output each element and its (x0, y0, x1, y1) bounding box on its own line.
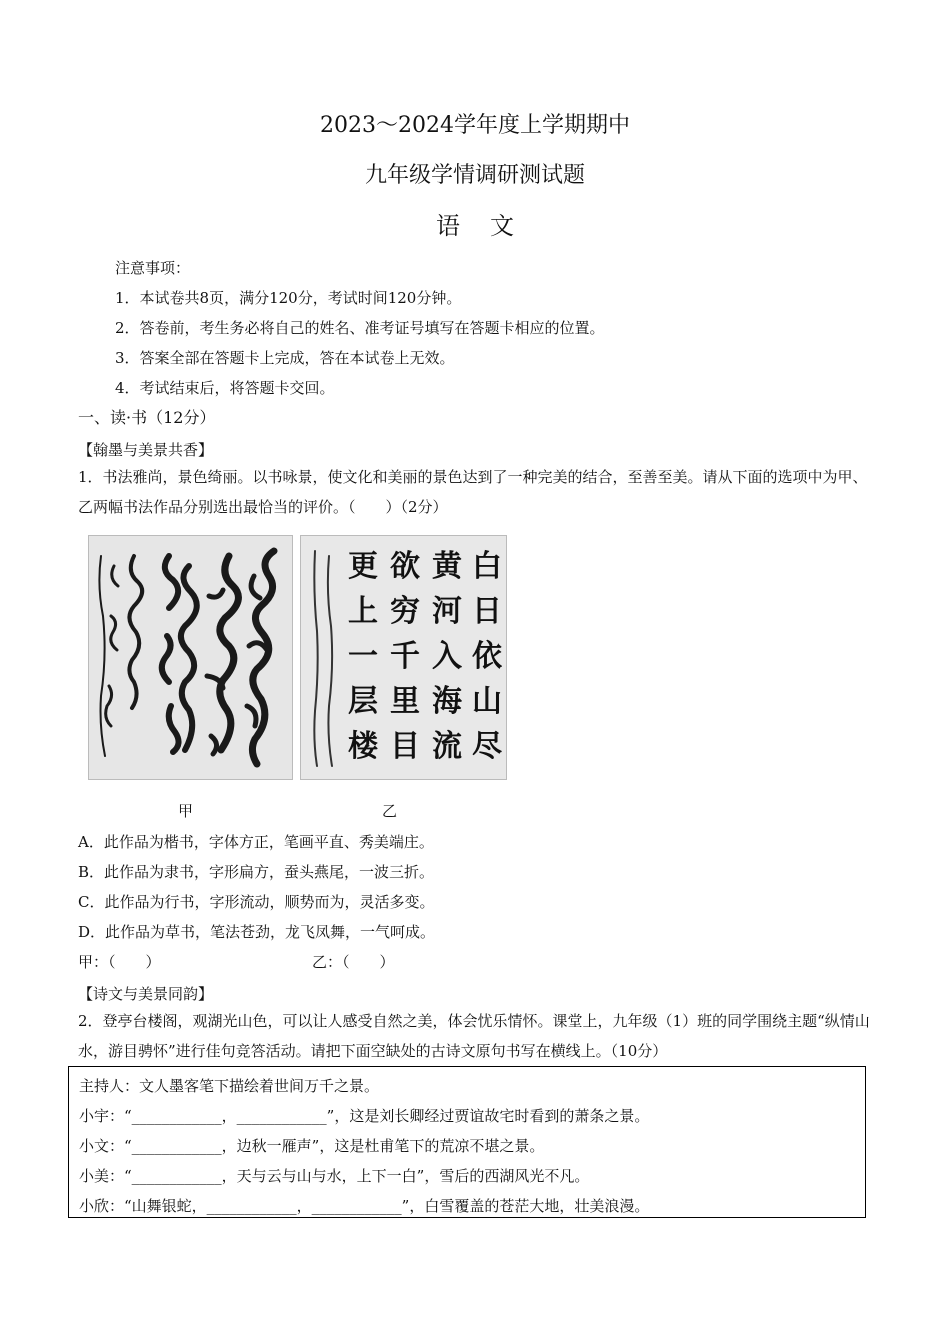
question-1-text: 1．书法雅尚，景色绮丽。以书咏景，使文化和美丽的景色达到了一种完美的结合，至善至美。请从下面的选项中为甲、乙两幅书法作品分别选出最恰当的评价。（ ）（2分） (78, 468, 868, 516)
subsection-heading: 【翰墨与美景共香】 (78, 441, 214, 459)
calligraphy-char: 流 (432, 729, 462, 764)
calligraphy-char: 尽 (472, 729, 502, 764)
section-heading: 一、读·书（12分） (78, 408, 216, 427)
calligraphy-char: 山 (472, 684, 502, 719)
calligraphy-char: 河 (432, 594, 462, 629)
calligraphy-char: 上 (348, 594, 378, 629)
subsection-heading: 【诗文与美景同韵】 (78, 985, 214, 1003)
exam-title-line1: 2023～2024学年度上学期期中 (320, 113, 630, 138)
dialogue-line: 主持人：文人墨客笔下描绘着世间万千之景。 (79, 1077, 380, 1095)
option-b: B．此作品为隶书，字形扁方，蚕头燕尾，一波三折。 (78, 863, 435, 881)
calligraphy-char: 海 (432, 684, 462, 719)
notice-item: 1．本试卷共8页，满分120分，考试时间120分钟。 (115, 289, 462, 307)
notice-item: 3．答案全部在答题卡上完成，答在本试卷上无效。 (115, 349, 455, 367)
calligraphy-char: 入 (432, 639, 462, 674)
dialogue-box (68, 1066, 866, 1218)
calligraphy-char: 楼 (348, 729, 378, 764)
option-a: A．此作品为楷书，字体方正，笔画平直、秀美端庄。 (78, 833, 434, 851)
option-d: D．此作品为草书，笔法苍劲，龙飞凤舞，一气呵成。 (78, 923, 436, 941)
calligraphy-char: 里 (390, 684, 420, 719)
calligraphy-char: 依 (472, 639, 502, 674)
dialogue-line: 小欣：“山舞银蛇，____________，____________”，白雪覆盖的苍茫大地，壮美浪漫。 (79, 1197, 650, 1215)
answer-jia: 甲：（ ） (78, 953, 161, 971)
calligraphy-char: 层 (348, 684, 378, 719)
dialogue-line: 小美：“____________，天与云与山与水，上下一白”，雪后的西湖风光不凡。 (79, 1167, 590, 1185)
calligraphy-char: 千 (390, 639, 420, 674)
calligraphy-char: 白 (472, 549, 502, 584)
calligraphy-char: 穷 (390, 594, 420, 629)
dialogue-line: 小文：“____________，边秋一雁声”，这是杜甫笔下的荒凉不堪之景。 (79, 1137, 545, 1155)
calligraphy-char: 黄 (432, 549, 462, 584)
question-2-text: 2．登亭台楼阁，观湖光山色，可以让人感受自然之美，体会忧乐情怀。课堂上，九年级（1）班的同学围绕主题“纵情山水，游目骋怀”进行佳句竞答活动。请把下面空缺处的古诗文原句书写在横线上。（10分） (78, 1012, 870, 1060)
subject-title: 语文 (436, 212, 544, 240)
image-label-jia: 甲 (178, 802, 194, 820)
calligraphy-image-yi (300, 535, 507, 780)
image-label-yi: 乙 (382, 802, 398, 820)
calligraphy-char: 更 (348, 549, 378, 584)
exam-title-line2: 九年级学情调研测试题 (364, 163, 585, 188)
calligraphy-char: 日 (472, 594, 502, 629)
calligraphy-char: 欲 (390, 549, 420, 584)
calligraphy-char: 一 (348, 639, 378, 674)
calligraphy-image-jia (88, 535, 293, 780)
notice-heading: 注意事项： (115, 259, 191, 277)
option-c: C．此作品为行书，字形流动，顺势而为，灵活多变。 (78, 893, 435, 911)
dialogue-line: 小宇：“____________，____________”，这是刘长卿经过贾谊故宅时看到的萧条之景。 (79, 1107, 650, 1125)
answer-yi: 乙：（ ） (312, 953, 395, 971)
notice-item: 2．答卷前，考生务必将自己的姓名、准考证号填写在答题卡相应的位置。 (115, 319, 605, 337)
notice-item: 4．考试结束后，将答题卡交回。 (115, 379, 335, 397)
calligraphy-char: 目 (390, 729, 420, 764)
